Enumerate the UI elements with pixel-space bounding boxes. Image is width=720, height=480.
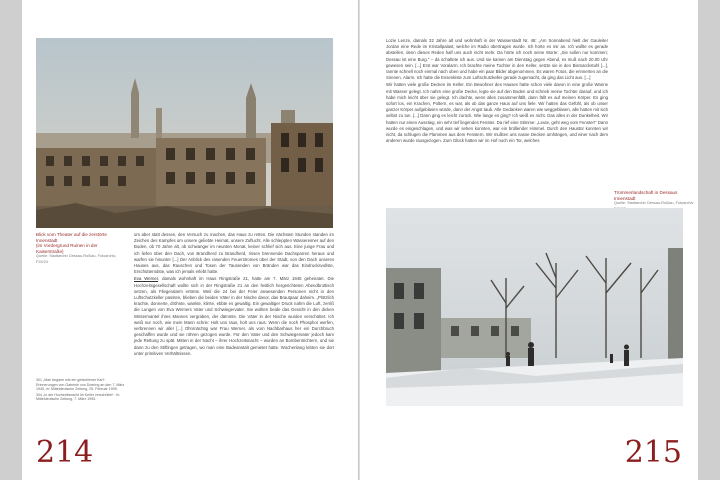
body-paragraph-2-text: , damals wohnhaft im Haus Ringstraße 21, hatte am 7. März 1945 geheiratet. Die Hochzeitsgesellschaft wollte sich in der Ringstraße 21 an den festlich hergerichteten Abendbrottisch setzen, als Fliegeralarm ertönte. Weil die 24 bei der Feier anwesenden Personen nicht in den Luftschutzkeller passten, blieben die beiden Väter in der Nische davor, das Brautpaar daheim. „Plötzlich krachte, donnerte, dröhnte, wankte, klirrte, ebbte es gewaltig. Ein gewaltiger Druck nahm die Luft, zerriß die Lungen von Eva Werners Vater und Schwiegervater. Sie wollten beide das Gesicht in den dicken Wintermantel ihres Mannes vergraben, der dämmte. Die Väter in der Nische wurden verschüttet. Ich weiß nur noch, wie mein Mann schrie: Holt uns raus, holt uns raus. Wenn die noch Phosphor werfen, verbrennen wir alle! [...] Ohnmächtig war Frau Werner, als vom Nachbarhaus her ein Durchbruch geschaffen wurde und sie röhren gezogen wurde. Für den Vater und den Schwiegervater jedoch kam jede Rettung zu spät. Mitten in der Nacht – ihrer Hochzeitsnacht – wurden an Bombentrichtern, und sie dann zu den Stiftingen getragen, wo man eine Badeanstalt gemietet hatte. Wochenlang lebten sie dort unter primitiven Verhältnissen. bbox=[134, 276, 335, 356]
footnote: 301 „Man begann wie ein gestohlener Karl“. Erinnerungen von Gabriele von Doering an den 7. März 1945, In: Mitteldeutsche Zeitung, 25. Februar 1995. bbox=[36, 378, 125, 392]
footnote: 304 „In der Hochzeitsnacht im Keller verschüttet“. In: Mitteldeutsche Zeitung, 7. März 1995. bbox=[36, 392, 120, 402]
footnotes bbox=[36, 378, 128, 403]
body-paragraph-2 bbox=[134, 276, 334, 357]
body-paragraph-1: Lozie Lenze, damals 32 Jahre alt und wohnhaft in der Wasserstadt Nr. 48: „Am Sonnabend hielt der Gauleiter Jordan eine Rede im Kristallpalast, welche im Radio übertragen wurde. Ich hörte es mir an. Ich wollte es gerade abstellen, denn dieses Reden half uns auch nicht mehr. Da hörte ich noch seine Worte: „Sie sollen nur kommen; Dessau ist eine Burg.“ – da schaltete ich aus. Und sie kamen am Dienstag gegen Abend, es muß nach 20.00 Uhr gewesen sein. [...] Erst war Voralarm. Ich brachte meine Tochter in den Keller, setzte sie in den Bismarckstuhl [...], rannte schnell noch einmal nach oben und habe ein paar Bilder abgenommen. Es waren Fotos, die erinnerten an die Sirenen, Alarm. Ich hatte die Essenkiste zum Luftschutzkeller gerade zugemacht, da ging das Licht aus. [...] bbox=[386, 38, 608, 81]
left-body-text bbox=[134, 232, 334, 358]
right-page bbox=[360, 0, 698, 480]
right-body-text bbox=[386, 38, 608, 145]
caption-source: Quelle: Stadtarchiv Dessau-Roßlau, Fotoarchiv, F23/24 bbox=[36, 254, 117, 264]
person-name: Eva Werner bbox=[134, 276, 159, 282]
caption-source: Quelle: Stadtarchiv Dessau-Roßlau, Fotoarchiv bbox=[614, 201, 694, 206]
body-paragraph-2: Wir hatten viele große Decken im Keller. Ein Bewohner des Hauses hatte schon viele davon in eine große Wanne mit Wasser gelegt. Ich nahm eine große Decke, legte sie auf den Boden und schrieb meine Tochter darauf, und ich habe mich leicht über sie gelegt. Ich dachte, wenn alles zusammenfällt, dann fällt es auf meinen Körper. Es ging sofort los, ein Krachen, Poltern, es war, als ob das ganze Haus auf uns fiele. Wir hatten das Gefühl, als ob unser ganzer Körper aufgeblasen würde, dann der Angst taub. Alle Gedanken waren wie weggeblasen, alle hatten mit sich selbst zu tun. [...] Dann ging es leicht zurück. Wie lange es ging? Ich weiß es nicht. Das alles in der Dunkelheit. Wir hatten nur einen Ausstieg, ein sehr tief liegendes Fenster. Da rief eine Stimme: „Leute, geht weg vom Fenster!“ Dann wurde es eingeschlagen, und was wir sehen konnten, war ein brüllender Himmel. Durch den Haustür konnten wir nicht, da schlugen die Flammen aus dem Fenstern. Wir mußten uns nasse Decken umhängen, und einer nach dem anderen wurde rausgezogen. Zum Glück hatten wir im Hof noch ein Tor, welches bbox=[386, 82, 608, 144]
left-photo-caption bbox=[36, 232, 126, 266]
snowy-ruins-photo bbox=[386, 208, 683, 406]
left-page bbox=[22, 0, 358, 480]
caption-title: Blick vom Theater auf die zerstörte Innenstadt bbox=[36, 232, 107, 243]
caption-subtitle: (im Vordergrund Ruinen in der Kaiserstraße) bbox=[36, 243, 98, 254]
page-number-left: 214 bbox=[36, 435, 94, 470]
caption-title: Trümmerlandschaft in Dessaus Innenstadt bbox=[614, 190, 678, 201]
body-paragraph-1: um aber statt dessen, den Versuch zu machen, das Haus zu retten. Die nächsten Stunden standen im Zeichen des Kampfes um unsere geliebte Heimat, unsere Zuflucht. Alle schleppten Wassereimer auf den Boden, ob 70 Jahre alt, ob schwanger im neunten Monat, keiner schlief sich aus. Eine junge Frau und ich liefen über den Dach, von Brandherd zu Brandherd, rissen brennende Dachsparren heraus und warfen sie hinunter [...] Der Anblick des rasenden Feuerstromes über der Stadt, von den Dach unseres Hauses aus, das Rauschen und Tosen der Tausenden von Bränden war das Eindrucksvollste, Erschütterndste, was ich jemals erlebt hatte. bbox=[134, 232, 334, 275]
ruined-city-photo bbox=[36, 38, 333, 228]
page-number-right: 215 bbox=[624, 435, 682, 470]
